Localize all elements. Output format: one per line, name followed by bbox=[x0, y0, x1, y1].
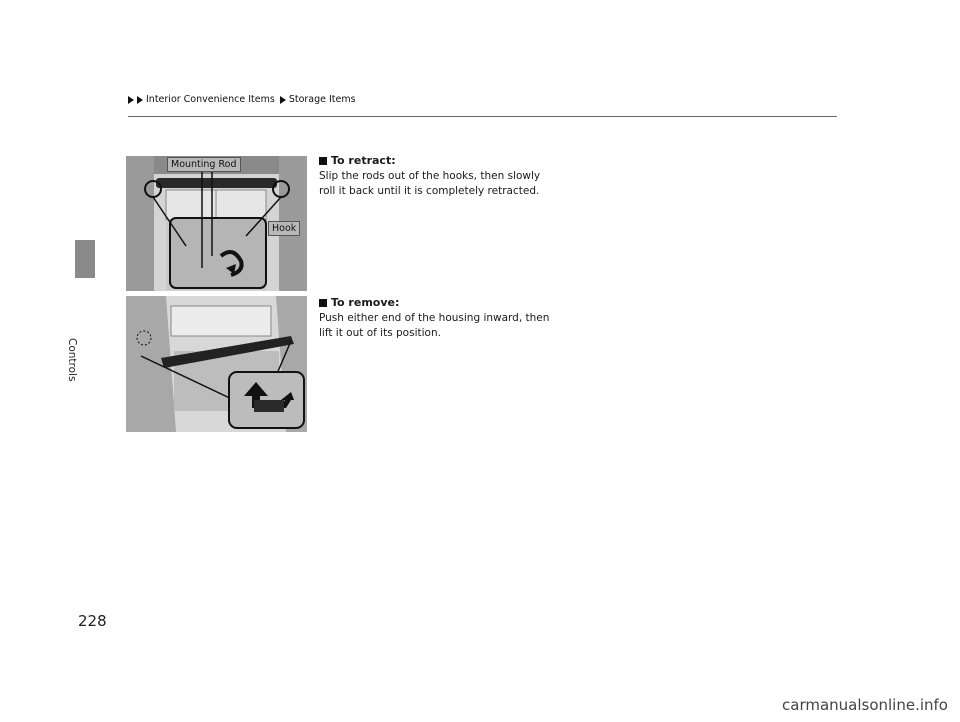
page-number: 228 bbox=[78, 612, 107, 630]
header-rule bbox=[128, 116, 837, 117]
remove-instructions: Push either end of the housing inward, then lift it out of its position. bbox=[319, 312, 550, 339]
section-tab bbox=[75, 240, 95, 278]
breadcrumb-item-storage[interactable]: Storage Items bbox=[288, 94, 356, 105]
breadcrumb-item-interior-convenience[interactable]: Interior Convenience Items bbox=[146, 94, 275, 105]
remove-illustration bbox=[126, 296, 307, 432]
breadcrumb-arrow-icon bbox=[128, 96, 134, 104]
breadcrumb bbox=[128, 94, 356, 105]
section-label: Controls bbox=[66, 338, 78, 382]
square-bullet-icon bbox=[319, 299, 327, 307]
watermark: carmanualsonline.info bbox=[782, 696, 948, 714]
retract-illustration bbox=[126, 156, 307, 291]
square-bullet-icon bbox=[319, 157, 327, 165]
mounting-rod-callout: Mounting Rod bbox=[167, 157, 241, 172]
remove-heading: To remove: bbox=[331, 296, 400, 309]
breadcrumb-arrow-icon bbox=[280, 96, 286, 104]
retract-section bbox=[319, 154, 579, 199]
breadcrumb-arrow-icon bbox=[137, 96, 143, 104]
retract-heading: To retract: bbox=[331, 154, 396, 167]
remove-section bbox=[319, 296, 579, 341]
hook-callout: Hook bbox=[268, 221, 300, 236]
retract-instructions: Slip the rods out of the hooks, then slowly roll it back until it is completely retracted. bbox=[319, 170, 541, 197]
